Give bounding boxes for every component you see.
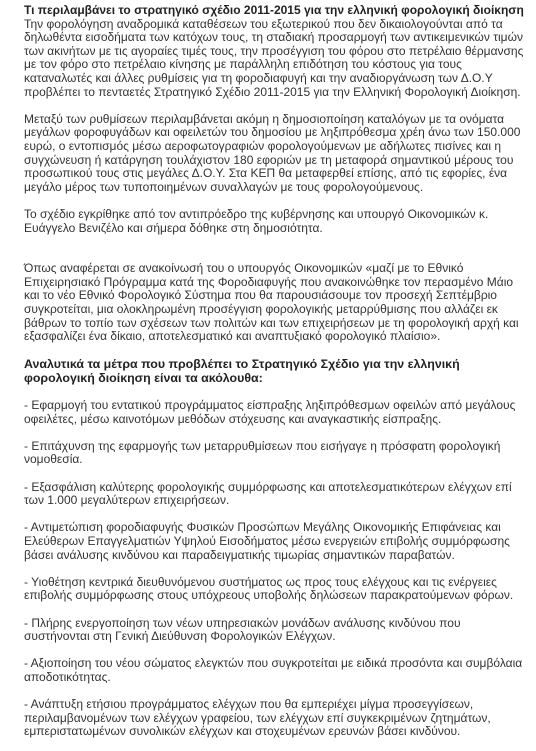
paragraph-measures-overview: Μεταξύ των ρυθμίσεων περιλαμβάνεται ακόμη η δημοσιοποίηση καταλόγων με τα ονόματα μεγάλων φοροφυγάδων και οφειλετών του δημοσίου με ληξιπρόθεσμα χρέη άνω των 150.000 ευρώ, ο εντοπισμός μέσω αεροφωτογραφιών φορολογούμενων με αδήλωτες πισίνες και η συγχώνευση ή κατάργηση τουλάχιστον 180 εφοριών με τη μεταφορά σημαντικού μέρους του προσωπικού τους στις μεγάλες Δ.Ο.Υ. Στα ΚΕΠ θα μεταφερθεί επίσης, από τις εφορίες, ένα μεγάλο μέρος των τυποποιημένων συναλλαγών με τους φορολογούμενους. (24, 111, 521, 194)
measure-item: - Αντιμετώπιση φοροδιαφυγής Φυσικών Προσώπων Μεγάλης Οικονομικής Επιφάνειας και Ελεύθερων Επαγγελματιών Υψηλού Εισοδήματος μέσω ενεργειών επιβολής συμμόρφωσης βάσει ανάλυσης κινδύνου και παραδειγματικής τιμωρίας σημαντικών παραβατών. (24, 520, 510, 562)
measure-item: - Ανάπτυξη ετήσιου προγράμματος ελέγχων που θα εμπεριέχει μίγμα προσεγγίσεων, περιλαμβανομένων των ελέγχων γραφείου, των ελέγχων επί συγκεκριμένων ζητημάτων, εμπεριστατωμένων συνολικών ελέγχων και στοχευμένων ερευνών βάσει κινδύνου. (24, 697, 491, 739)
measure-item: - Πλήρης ενεργοποίηση των νέων υπηρεσιακών μονάδων ανάλυσης κινδύνου που συστήνονται στη Γενική Διεύθυνση Φορολογικών Ελέγχων. (24, 615, 461, 644)
section-spacer (24, 249, 526, 263)
measures-heading: Αναλυτικά τα μέτρα που προβλέπει το Στρατηγικό Σχέδιο για την ελληνική φορολογική διοίκηση είναι τα ακόλουθα: (24, 357, 460, 386)
measure-item: - Αξιοποίηση του νέου σώματος ελεγκτών που συγκροτείται με ειδικά προσόντα και συμβόλαια αποδοτικότητας. (24, 656, 523, 684)
paragraph-intro: Την φορολόγηση αναδρομικά καταθέσεων του εξωτερικού που δεν δικαιολογούνται από τα δηλωθέντα εισοδήματα των κατόχων τους, τη σταδιακή προσαρμογή των αντικειμενικών τιμών των ακινήτων με τις αγοραίες τιμές τους, την προσέγγιση του φόρου στο πετρέλαιο θέρμανσης με τον φόρο στο πετρέλαιο κίνησης με παράλληλη επιδότηση του κόστους για τους καταναλωτές και άλλες ρυθμίσεις για τη φοροδιαφυγή και την αναδιοργάνωση των Δ.Ο.Υ προβλέπει το πενταετές Στρατηγικό Σχέδιο 2011-2015 για την Ελληνική Φορολογική Διοίκηση. (24, 16, 524, 99)
measure-item: - Εξασφάλιση καλύτερης φορολογικής συμμόρφωσης και αποτελεσματικότερων ελέγχων επί των 1.000 μεγαλύτερων επιχειρήσεων. (24, 479, 512, 508)
paragraph-minister-statement: Όπως αναφέρεται σε ανακοίνωσή του ο υπουργός Οικονομικών «μαζί με το Εθνικό Επιχειρησιακό Πρόγραμμα κατά της Φοροδιαφυγής που ανακοινώθηκε τον περασμένο Μάιο και το νέο Εθνικό Φορολογικό Σύστημα που θα παρουσιάσουμε τον προσεχή Σεπτέμβριο συγκροτείται, μια ολοκληρωμένη προσέγγιση φορολογικής μεταρρύθμισης που αλλάζει εκ βάθρων το τοπίο των σχέσεων των πολιτών και των επιχειρήσεων με τη φορολογική αρχή και εξασφαλίζει ένα δίκαιο, αποτελεσματικό και αναπτυξιακό φορολογικό πλαίσιο». (24, 261, 519, 344)
measure-item: - Εφαρμογή του εντατικού προγράμματος είσπραξης ληξιπρόθεσμων οφειλών από μεγάλους οφειλέτες, μέσω καινοτόμων μεθόδων στόχευσης και αναγκαστικής είσπραξης. (24, 398, 516, 426)
paragraph-approval: Το σχέδιο εγκρίθηκε από τον αντιπρόεδρο της κυβέρνησης και υπουργό Οικονομικών κ. Ευάγγελο Βενιζέλο και σήμερα δόθηκε στη δημοσιότητα. (24, 206, 489, 235)
measure-item: - Επιτάχυνση της εφαρμογής των μεταρρυθμίσεων που εισήγαγε η πρόσφατη φορολογική νομοθεσία. (24, 438, 501, 467)
measure-item: - Υιοθέτηση κεντρικά διευθυνόμενου συστήματος ως προς τους ελέγχους και τις ενέργειες επιβολής συμμόρφωσης στους υπόχρεους υποβολής δηλώσεων παρακρατούμενων φόρων. (24, 574, 514, 603)
article-heading: Τι περιλαμβάνει το στρατηγικό σχέδιο 2011-2015 για την ελληνική φορολογική διοίκηση (24, 3, 524, 17)
